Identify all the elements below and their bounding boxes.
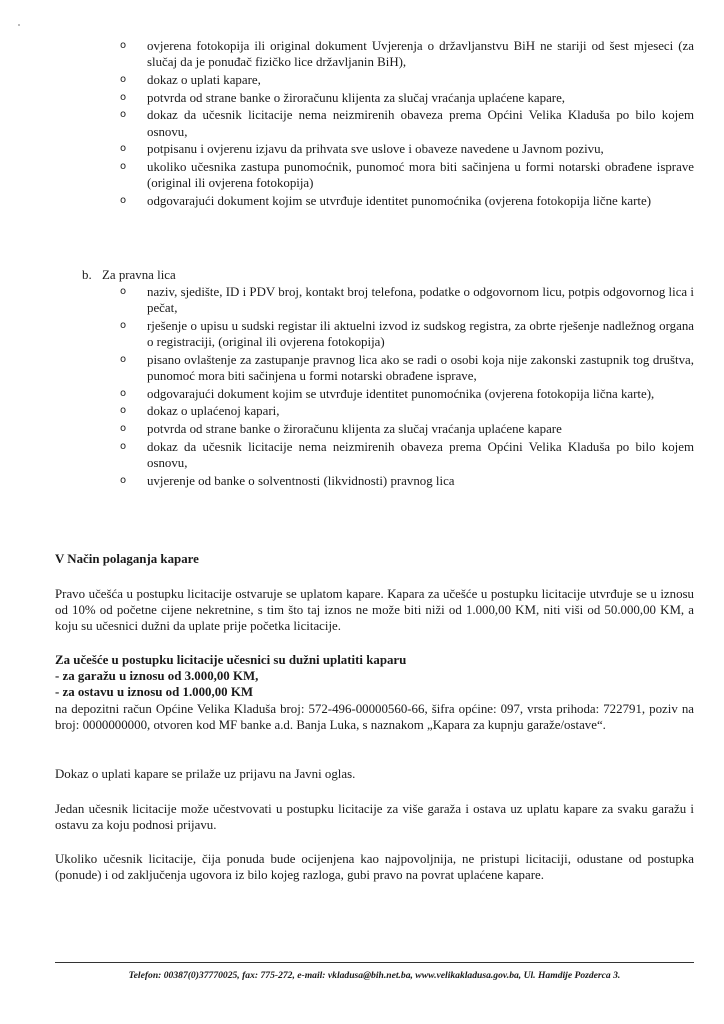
list-item: o odgovarajući dokument kojim se utvrđuje identitet punomoćnika (ovjerena fotokopija lična karte), [120,386,655,401]
bullet-icon: o [120,423,127,435]
bullet-icon: o [120,40,127,51]
legal-entity-item [82,267,176,283]
list-item: o uvjerenje od banke o solventnosti (likvidnosti) pravnog lica [120,473,455,488]
multiple-bids-paragraph: Jedan učesnik licitacije može učestvovati u postupku licitacije za više garaža i ostava uz uplatu kapare za svaku garažu i ostavu za koju podnosi prijavu. [55,802,694,833]
bullet-icon: o [120,286,127,297]
item-label: Za pravna lica [102,268,176,282]
bullet-icon: o [120,387,127,399]
bank-account-details: na depozitni račun Općine Velika Kladuša broj: 572-496-00000560-66, šifra općine: 097, vrsta prihoda: 722791, poziv na broj: 0000000000, otvoren kod MF banke a.d. Banja Luka, s naznakom „Kapara za kupnju garaže/ostave“. [55,701,694,732]
proof-of-payment-paragraph: Dokaz o uplati kapare se prilaže uz prijavu na Javni oglas. [55,767,356,781]
bullet-icon: o [120,109,127,121]
list-item: o potvrda od strane banke o žiroračunu klijenta za slučaj vraćanja uplaćene kapare [120,422,562,437]
bullet-icon: o [120,319,127,331]
legal-entity-requirements-list [120,284,694,490]
section-heading: V Način polaganja kapare [55,552,199,566]
bullet-icon: o [120,160,127,172]
forfeit-deposit-paragraph: Ukoliko učesnik licitacije, čija ponuda bude ocijenjena kao najpovoljnija, ne pristupi licitaciji, odustane od postupka (ponude) i od zaključenja ugovora iz bilo kojeg razloga, gubi pravo na povrat uplaćene kapare. [55,852,694,883]
list-item: o ovjerena fotokopija ili original dokument Uvjerenja o državljanstvu BiH ne stariji od šest mjeseci (za slučaj da je ponuđač fizičko lice državljanin BiH), [120,39,694,70]
bullet-icon: o [120,91,127,103]
list-item: o ukoliko učesnika zastupa punomoćnik, punomoć mora biti sačinjena u formi notarski obrađene isprave (original ili ovjerena fotokopija) [120,159,694,191]
natural-person-requirements-list [120,38,694,211]
list-item: o potvrda od strane banke o žiroračunu klijenta za slučaj vraćanja uplaćene kapare, [120,90,566,105]
list-item: o odgovarajući dokument kojim se utvrđuje identitet punomoćnika (ovjerena fotokopija lične karte) [120,193,652,208]
list-item: o dokaz da učesnik licitacije nema neizmirenih obaveza prema Općini Velika Kladuša po bilo kojem osnovu, [120,439,694,471]
scan-speck [18,24,20,26]
deposit-rules-paragraph: Pravo učešća u postupku licitacije ostvaruje se uplatom kapare. Kapara za učešće u postupku licitacije utvrđuje se u iznosu od 10% od početne cijene nekretnine, s tim što taj iznos ne može biti niži od 1.000,00 KM, niti viši od 50.000,00 KM, a koju su učesnici dužni da uplate prije početka licitacije. [55,587,694,634]
footer-contact: Telefon: 00387(0)37770025, fax: 775-272, e-mail: vkladusa@bih.net.ba, www.velikakladusa.gov.ba, Ul. Hamdije Pozderca 3. [128,970,621,981]
bullet-icon: o [120,73,127,85]
payment-instructions [55,652,694,733]
shed-deposit-amount: - za ostavu u iznosu od 1.000,00 KM [55,685,254,700]
bullet-icon: o [120,440,127,452]
bullet-icon: o [120,405,127,417]
list-item: o dokaz o uplaćenoj kapari, [120,404,280,419]
item-marker: b. [82,268,92,282]
payment-heading: Za učešće u postupku licitacije učesnici su dužni uplatiti kaparu [55,653,407,667]
list-item: o dokaz o uplati kapare, [120,72,261,87]
list-item: o potpisanu i ovjerenu izjavu da prihvata sve uslove i obaveze navedene u Javnom pozivu, [120,142,604,157]
bullet-icon: o [120,143,127,155]
list-item: o naziv, sjedište, ID i PDV broj, kontakt broj telefona, podatke o odgovornom licu, potpis odgovornog lica i pečat, [120,285,694,316]
garage-deposit-amount: - za garažu u iznosu od 3.000,00 KM, [55,669,259,684]
list-item: o rješenje o upisu u sudski registar ili aktuelni izvod iz sudskog registra, za obrte rješenje nadležnog organa o registraciji, (original ili ovjerena fotokopija) [120,318,694,350]
list-item: o pisano ovlaštenje za zastupanje pravnog lica ako se radi o osobi koja nije zakonski zastupnik tog društva, punomoć mora biti sačinjena u formi notarski obrađene isprave, [120,352,694,384]
footer-divider [55,962,694,963]
bullet-icon: o [120,474,127,486]
bullet-icon: o [120,194,127,206]
bullet-icon: o [120,353,127,365]
list-item: o dokaz da učesnik licitacije nema neizmirenih obaveza prema Općini Velika Kladuša po bilo kojem osnovu, [120,108,694,139]
